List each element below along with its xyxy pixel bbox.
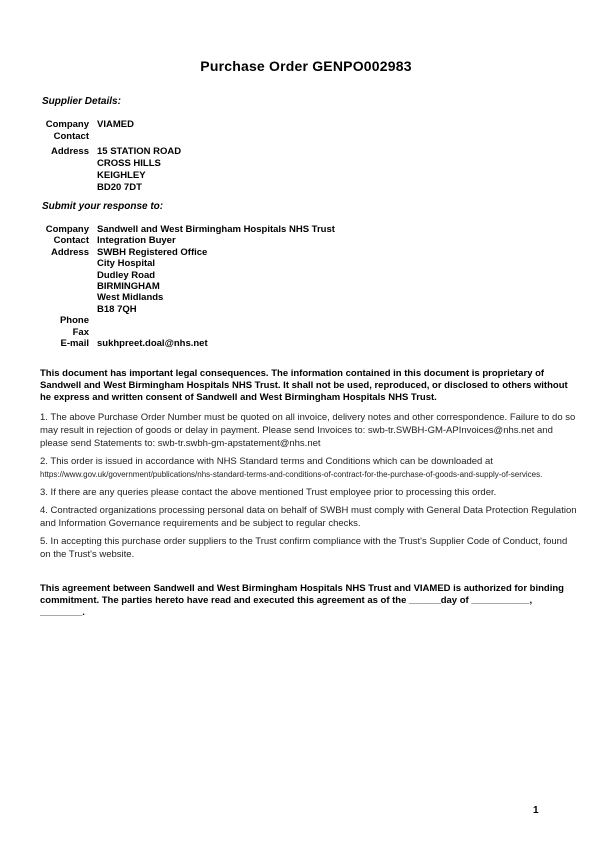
response-email-label: E-mail [60,338,89,350]
response-address-line: BIRMINGHAM [97,281,160,293]
term-paragraph-2 [40,455,577,481]
response-fax-label: Fax [72,326,89,338]
page-number: 1 [533,805,539,816]
supplier-address-row [40,146,181,158]
supplier-address-line: CROSS HILLS [97,158,161,169]
response-company-label: Company [45,224,89,235]
term-paragraph-4: 4. Contracted organizations processing personal data on behalf of SWBH must comply with General Data Protection Regulation and Information Governance requirements and be subject to regular checks. [40,505,577,529]
response-company-row [40,224,335,235]
response-contact-row [40,235,335,246]
document-title: Purchase Order GENPO002983 [200,58,412,74]
term-paragraph-2-url: https://www.gov.uk/government/publications/nhs-standard-terms-and-conditions-of-contract-for-the-purchase-of-goods-and-supply-of-services. [40,470,543,479]
response-address-line: Dudley Road [97,269,156,281]
response-address-line: B18 7QH [97,303,137,315]
response-phone-row [40,315,335,326]
term-paragraph-3: 3. If there are any queries please contact the above mentioned Trust employee prior to processing this order. [40,487,497,498]
legal-notice: This document has important legal consequences. The information contained in this document is proprietary of Sandwell and West Birmingham Hospitals NHS Trust. It shall not be used, reproduced, or disclosed to others without he express and written consent of Sandwell and West Birmingham Hospitals NHS Trust. [40,368,568,404]
response-details-block [40,224,335,349]
supplier-address-row [40,182,181,194]
supplier-address-label: Address [50,146,89,157]
supplier-contact-row [40,131,181,143]
supplier-contact-label: Contact [53,131,89,142]
supplier-company-row [40,119,181,131]
response-address-label: Address [50,246,89,258]
response-address-line: West Midlands [97,292,164,304]
supplier-details-block [40,119,181,194]
response-address-row [40,304,335,315]
response-contact-value: Integration Buyer [97,235,176,247]
response-company-value: Sandwell and West Birmingham Hospitals NHS Trust [97,224,335,235]
term-paragraph-5: 5. In accepting this purchase order suppliers to the Trust confirm compliance with the Trust's Supplier Code of Conduct, found on the Trust's website. [40,536,568,560]
response-address-row [40,247,335,258]
term-paragraph-2-text: 2. This order is issued in accordance with NHS Standard terms and Conditions which can be downloaded at [40,456,493,467]
supplier-company-label: Company [45,119,89,130]
supplier-company-value: VIAMED [97,119,134,130]
response-address-line: City Hospital [97,258,156,270]
response-email-row [40,338,335,349]
terms-and-conditions [40,411,577,566]
term-paragraph-1: 1. The above Purchase Order Number must be quoted on all invoice, delivery notes and other correspondence. Failure to do so may result in rejection of goods or delay in payment. Please send Invoices to: swb-tr.SWBH-GM-APInvoices@nhs.net and please send Statements to: swb-tr.swbh-gm-apstatement@nhs.net [40,412,576,449]
response-contact-label: Contact [53,235,89,247]
response-address-row [40,270,335,281]
submit-response-heading: Submit your response to: [42,201,164,212]
response-address-row [40,258,335,269]
supplier-address-line: BD20 7DT [97,182,142,193]
supplier-address-line: KEIGHLEY [97,170,146,181]
supplier-details-heading: Supplier Details: [42,96,121,107]
response-address-row [40,281,335,292]
supplier-address-row [40,170,181,182]
supplier-address-line: 15 STATION ROAD [97,146,182,157]
agreement-statement: This agreement between Sandwell and West Birmingham Hospitals NHS Trust and VIAMED is authorized for binding commitment. The parties hereto have read and executed this agreement as of the ______day of ___________, ________. [40,583,564,619]
response-fax-row [40,327,335,338]
response-address-row [40,292,335,303]
response-phone-label: Phone [59,315,89,327]
supplier-address-row [40,158,181,170]
response-address-line: SWBH Registered Office [97,246,208,258]
response-email-value: sukhpreet.doal@nhs.net [97,338,208,350]
